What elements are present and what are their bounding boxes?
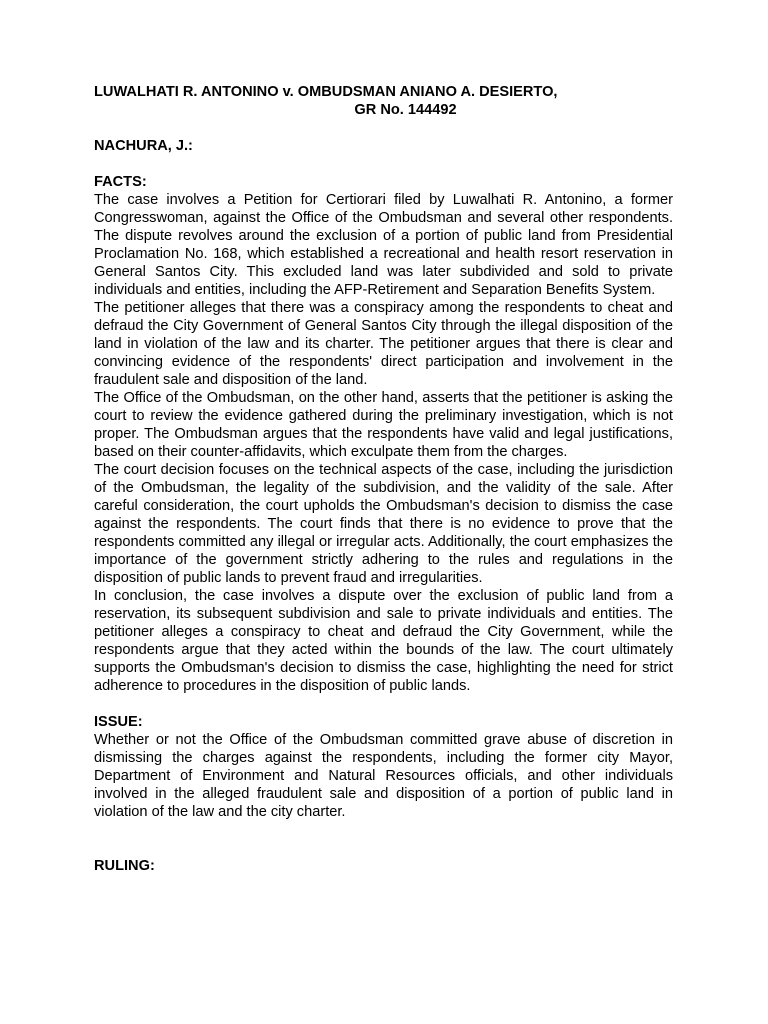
case-title: LUWALHATI R. ANTONINO v. OMBUDSMAN ANIANO A. DESIERTO, bbox=[94, 84, 558, 100]
facts-heading: FACTS: bbox=[94, 174, 147, 190]
ponente: NACHURA, J.: bbox=[94, 138, 193, 154]
facts-paragraph-3: The Office of the Ombudsman, on the other hand, asserts that the petitioner is asking the court to review the evidence gathered during the preliminary investigation, which is not proper. The Ombudsman argues that the respondents have valid and legal justifications, based on their counter-affidavits, which exculpate them from the charges. bbox=[94, 390, 673, 460]
issue-heading: ISSUE: bbox=[94, 714, 143, 730]
issue-paragraph: Whether or not the Office of the Ombudsman committed grave abuse of discretion in dismissing the charges against the respondents, including the former city Mayor, Department of Environment and Natural Resources officials, and other individuals involved in the alleged fraudulent sale and disposition of a portion of public land in violation of the law and the city charter. bbox=[94, 732, 673, 820]
case-number: GR No. 144492 bbox=[354, 102, 457, 118]
facts-paragraph-4: The court decision focuses on the technical aspects of the case, including the jurisdiction of the Ombudsman, the legality of the subdivision, and the validity of the sale. After careful consideration, the court upholds the Ombudsman's decision to dismiss the case against the respondents. The court finds that there is no evidence to prove that the respondents committed any illegal or irregular acts. Additionally, the court emphasizes the importance of the government strictly adhering to the rules and regulations in the disposition of public lands to prevent fraud and irregularities. bbox=[94, 462, 673, 586]
document-page bbox=[94, 83, 673, 875]
facts-paragraph-5: In conclusion, the case involves a dispute over the exclusion of public land from a reservation, its subsequent subdivision and sale to private individuals and entities. The petitioner alleges a conspiracy to cheat and defraud the City Government, while the respondents argue that they acted within the bounds of the law. The court ultimately supports the Ombudsman's decision to dismiss the case, highlighting the need for strict adherence to procedures in the disposition of public lands. bbox=[94, 588, 673, 694]
facts-paragraph-1: The case involves a Petition for Certiorari filed by Luwalhati R. Antonino, a former Congresswoman, against the Office of the Ombudsman and several other respondents. The dispute revolves around the exclusion of a portion of public land from Presidential Proclamation No. 168, which established a recreational and health resort reservation in General Santos City. This excluded land was later subdivided and sold to private individuals and entities, including the AFP-Retirement and Separation Benefits System. bbox=[94, 192, 673, 298]
ruling-heading: RULING: bbox=[94, 858, 155, 874]
facts-paragraph-2: The petitioner alleges that there was a conspiracy among the respondents to cheat and defraud the City Government of General Santos City through the illegal disposition of the land in violation of the law and its charter. The petitioner argues that there is clear and convincing evidence of the respondents' direct participation and involvement in the fraudulent sale and disposition of the land. bbox=[94, 300, 673, 388]
